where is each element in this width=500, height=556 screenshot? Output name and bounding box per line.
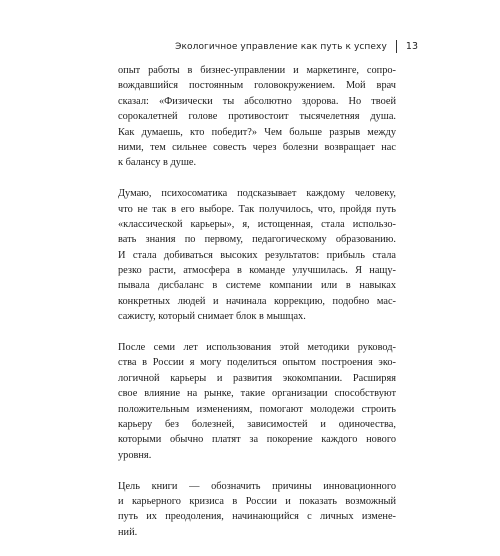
text-line: сажисту, который снимает блок в мышцах.: [118, 311, 306, 323]
text-line: вождавшийся постоянным головокружением. Мой врач: [118, 80, 396, 92]
text-line: карьеру без болезней, зависимостей и одиночества,: [118, 418, 396, 430]
text-line: логичной карьеры и развития экокомпании. Расширяя: [118, 372, 396, 384]
body-text: [118, 63, 396, 556]
text-line: к балансу в душе.: [118, 157, 197, 169]
text-line: пывала дисбаланс в системе компании или в навыках: [118, 280, 396, 292]
paragraph: [118, 63, 396, 171]
text-line: положительным изменениям, помогают молодежи строить: [118, 403, 396, 415]
text-line: и карьерного кризиса в России и показать возможный: [118, 495, 396, 507]
text-line: сорокалетней голове противостоит тысячелетняя душа.: [118, 111, 396, 123]
text-line: И стала добиваться высоких результатов: прибыль стала: [118, 249, 396, 261]
text-line: Цель книги — обозначить причины инновационного: [118, 480, 396, 492]
text-line: что не так в его выборе. Так получилось, что, пройдя путь: [118, 203, 396, 215]
text-line: «классической карьеры», я, истощенная, стала использо-: [118, 218, 396, 230]
text-line: ними, тем сильнее совесть через болезни возвращает нас: [118, 141, 396, 153]
text-line: ства в России я могу поделиться опытом построения эко-: [118, 357, 396, 369]
text-line: путь их преодоления, начинающийся с личных измене-: [118, 511, 396, 523]
text-line: сказал: «Физически ты абсолютно здорова. Но твоей: [118, 95, 396, 107]
text-line: После семи лет использования этой методики руковод-: [118, 342, 396, 354]
text-line: ний.: [118, 526, 138, 538]
text-line: Как думаешь, кто победит?» Чем больше разрыв между: [118, 126, 396, 138]
text-line: Думаю, психосоматика подсказывает каждому человеку,: [118, 188, 396, 200]
text-line: вать знания по первому, педагогическому образованию.: [118, 234, 396, 246]
text-line: конкретных людей и начинала коррекцию, подобно мас-: [118, 295, 396, 307]
paragraph: [118, 479, 396, 541]
text-line: свое влияние на рынке, такие организации способствуют: [118, 388, 396, 400]
text-line: резко расти, атмосфера в команде улучшилась. Я нащу-: [118, 265, 396, 277]
paragraph: [118, 340, 396, 463]
running-head-title: Экологичное управление как путь к успеху: [175, 41, 387, 52]
paragraph: [118, 186, 396, 325]
text-line: уровня.: [118, 449, 152, 461]
text-line: которыми обычно платят за покорение каждого нового: [118, 434, 396, 446]
page-number: 13: [405, 41, 418, 52]
running-head: [175, 40, 418, 53]
text-line: опыт работы в бизнес-управлении и маркетинге, сопро-: [118, 65, 396, 76]
running-head-divider: [396, 40, 397, 53]
